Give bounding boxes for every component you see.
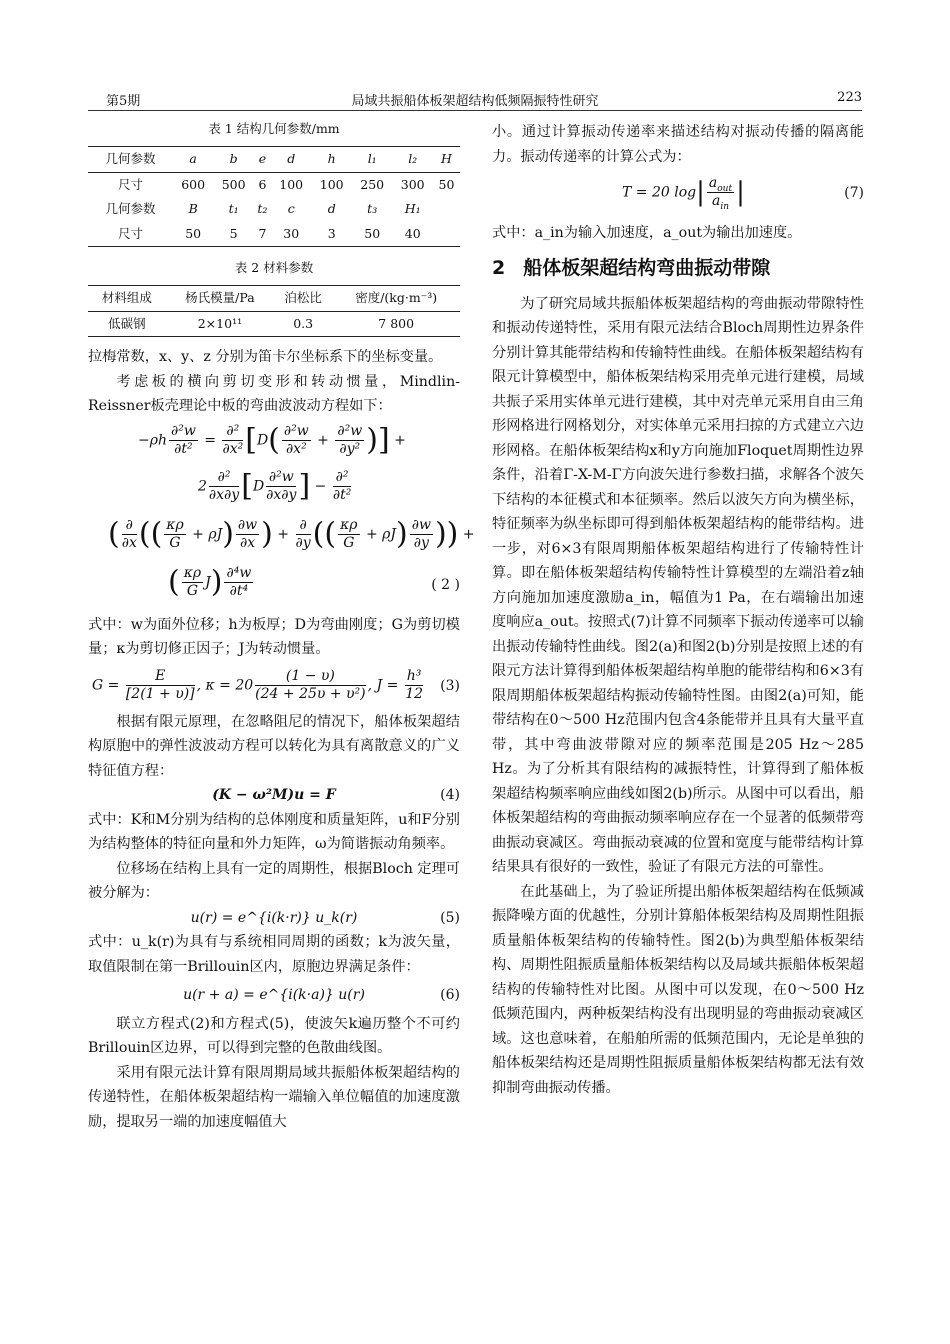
running-header <box>88 90 862 111</box>
table-cell: 几何参数 <box>105 151 156 166</box>
paragraph: 位移场在结构上具有一定的周期性，根据Bloch 定理可被分解为： <box>88 860 460 901</box>
table-cell: 7 800 <box>378 315 415 331</box>
paragraph: 考虑板的横向剪切变形和转动惯量，Mindlin-Reissner板壳理论中板的弯曲波波动方程如下： <box>88 373 460 414</box>
section-heading <box>492 254 864 282</box>
paragraph: 联立方程式(2)和方程式(5)，使波矢k遍历整个不可约Brillouin区边界，可以得到完整的色散曲线图。 <box>88 1015 460 1056</box>
journal-running-title: 局域共振船体板架超结构低频隔振特性研究 <box>351 94 599 109</box>
table-cell: 300 <box>400 176 425 192</box>
table-row <box>88 197 460 222</box>
table-row <box>88 311 460 337</box>
table-cell: d <box>287 151 296 166</box>
equation-4 <box>88 783 460 808</box>
table-cell: 50 <box>185 225 202 241</box>
table-cell: t₁ <box>228 201 239 216</box>
table-cell: t₃ <box>367 201 378 216</box>
table-cell: 6 <box>258 176 267 192</box>
equation-text: u(r) = e^{i(k·r)} u_k(r) <box>190 909 358 926</box>
table-cell: 尺寸 <box>117 176 143 192</box>
table-cell: 7 <box>258 225 267 241</box>
table1-geometry <box>88 146 460 247</box>
table-header-cell: 材料组成 <box>101 290 152 305</box>
paragraph: 采用有限元法计算有限周期局域共振船体板架超结构的传递特性，在船体板架超结构一端输入单位幅值的加速度激励，提取另一端的加速度幅值大 <box>88 1064 460 1130</box>
table-cell <box>433 222 460 247</box>
equation-6 <box>88 983 460 1008</box>
equation-2: −ρh $\frac{\text{∂²w}}{\text{∂t²}}$ = $\frac{\text{∂²}}{\text{∂x²}}$ [D( $\frac{\text{∂²w}}{\text{∂x²}}$ + $\frac{\text{∂²w}}{\text{∂y²}}$ )] + 2 $\frac{\text{∂²}}{\partial x\partial y}$ [D $\frac{\text{∂²w}}{\partial x\partial y}$ ] − $\frac{\text{∂²}}{\text{∂t²}}$ ( $\frac{\partial}{\partial x}$ (( $\frac{\kappa\rho}{G}$ + ρJ) $\frac{\partial w}{\partial x}$ ) + $\frac{\partial}{\partial y}$ (( $\frac{\kappa\rho}{G}$ + ρJ) $\frac{\partial w}{\partial y}$ )) + ( $\frac{\kappa\rho}{G}$ J) $\frac{\text{∂⁴w}}{\text{∂t⁴}}$ ( 2 ) <box>108 422 475 599</box>
paragraph: 式中：w为面外位移；h为板厚；D为弯曲刚度；G为剪切模量；κ为剪切修正因子；J为转动惯量。 <box>88 616 460 657</box>
equation-5 <box>88 906 460 931</box>
paragraph: 拉梅常数，x、y、z 分别为笛卡尔坐标系下的坐标变量。 <box>88 349 443 365</box>
table-cell: l₂ <box>408 151 418 166</box>
table-cell: H <box>441 151 452 166</box>
table-row <box>88 147 460 173</box>
table-cell: 100 <box>319 176 344 192</box>
table-cell: H₁ <box>404 201 421 216</box>
table1-caption: 表 1 结构几何参数/mm <box>208 121 340 136</box>
equation-number: (4) <box>440 787 460 803</box>
table-header-cell: 泊松比 <box>284 290 322 305</box>
equation-7: T = 20 log| $\frac{a_{out}}{a_{in}}$ | (7) <box>622 175 864 212</box>
section-number: 2 <box>492 256 506 279</box>
paragraph: 式中：a_in为输入加速度，a_out为输出加速度。 <box>492 225 802 241</box>
paragraph: 根据有限元原理，在忽略阻尼的情况下，船体板架超结构原胞中的弹性波波动方程可以转化为具有离散意义的广义特征值方程： <box>88 713 460 779</box>
table-cell: l₁ <box>367 151 377 166</box>
table-cell <box>433 197 460 222</box>
table-row <box>88 286 460 312</box>
table-row <box>88 172 460 197</box>
section-title: 船体板架超结构弯曲振动带隙 <box>523 256 771 279</box>
table-cell: 50 <box>364 225 381 241</box>
paragraph: 式中：K和M分别为结构的总体刚度和质量矩阵，u和F分别为结构整体的特征向量和外力矩阵，ω为简谐振动角频率。 <box>88 811 460 852</box>
table-cell: t₂ <box>257 201 268 216</box>
table-cell: 100 <box>279 176 304 192</box>
table-cell: 0.3 <box>293 315 314 331</box>
equation-number: ( 2 ) <box>431 576 460 593</box>
table-cell: c <box>287 201 295 216</box>
table-cell: 40 <box>404 225 421 241</box>
table2-material <box>88 285 460 337</box>
issue-number: 第5期 <box>106 94 141 109</box>
table-cell: 几何参数 <box>105 201 156 216</box>
paragraph: 式中：u_k(r)为具有与系统相同周期的函数；k为波矢量，取值限制在第一Brillouin区内，原胞边界满足条件： <box>88 934 460 975</box>
equation-number: (7) <box>844 185 864 201</box>
equation-text: u(r + a) = e^{i(k·a)} u(r) <box>183 987 365 1003</box>
table-cell: 600 <box>181 176 206 192</box>
paragraph: 在此基础上，为了验证所提出船体板架超结构在低频减振降噪方面的优越性，分别计算船体板架结构及周期性阻振质量船体板架结构的传输特性。图2(b)为典型船体板架结构、周期性阻振质量船体板架结构以及局域共振船体板架超结构的传输特性对比图。从图中可以发现，在0～500 Hz低频范围内，两种板架结构没有出现明显的弯曲振动衰减区域。这也意味着，在船舶所需的低频范围内，无论是单独的船体板架结构还是周期性阻振质量船体板架结构都无法有效抑制弯曲振动传播。 <box>492 883 864 1096</box>
table-cell: h <box>327 151 336 166</box>
equation-text: (K − ω²M)u = F <box>212 787 336 803</box>
table-cell: d <box>327 201 336 216</box>
equation-number: (5) <box>440 909 460 926</box>
left-column <box>88 120 475 1134</box>
paragraph: 为了研究局域共振船体板架超结构的弯曲振动带隙特性和振动传递特性，采用有限元法结合Bloch周期性边界条件分别计算其能带结构和传输特性曲线。在船体板架超结构有限元计算模型中，船体板架结构采用壳单元进行建模，局域共振子采用实体单元进行建模，其中对壳单元采用自由三角形网格进行网格划分，对实体单元采用扫掠的方式建立六边形网格。在船体板架结构x和y方向施加Floquet周期性边界条件，沿着Γ-X-M-Γ方向波矢进行参数扫描，求解各个波矢下结构的本征模式和本征频率。然后以波矢方向为横坐标，特征频率为纵坐标即可得到船体板架超结构的能带结构。进一步，对6×3有限周期船体板架超结构进行了传输特性计算。即在船体板架超结构传输特性计算模型的左端沿着z轴方向施加加速度激励a_in，幅值为1 Pa，在右端输出加速度响应a_out。按照式(7)计算不同频率下振动传递率可以输出振动传输特性曲线。图2(a)和图2(b)分别是按照上述的有限元方法计算得到船体板架超结构单胞的能带结构和6×3有限周期船体板架超结构振动传输特性图。由图2(a)可知，能带结构在0～500 Hz范围内包含4条能带并且具有大量平直带，其中弯曲波带隙对应的频率范围是205 Hz～285 Hz。为了分析其有限结构的减振特性，计算得到了船体板架超结构频率响应曲线如图2(b)所示。从图中可以看出，船体板架超结构的弯曲振动频率响应存在一个显著的低频带弯曲振动衰减区。弯曲振动衰减的位置和宽度与能带结构计算结果具有很好的一致性，验证了有限元方法的可靠性。 <box>492 295 864 875</box>
paragraph: 小。通过计算振动传递率来描述结构对振动传播的隔离能力。振动传递率的计算公式为： <box>492 124 864 165</box>
table-cell: 500 <box>221 176 246 192</box>
table-row <box>88 222 460 247</box>
table-cell: a <box>189 151 197 166</box>
table-cell: B <box>188 201 198 216</box>
table-cell: 2×10¹¹ <box>197 315 243 331</box>
table-header-cell: 杨氏模量/Pa <box>185 290 255 305</box>
right-column <box>492 120 864 1100</box>
equation-number: (3) <box>440 677 460 694</box>
table-cell: 5 <box>229 225 238 241</box>
equation-3: G = $\frac{E}{[2(1 + \upsilon)]}$ , κ = 20 $\frac{(1 - \upsilon)}{\text{(24 + 25υ + υ²)}}$ , J = $\frac{\text{h³}}{12}$ (3) <box>92 667 460 702</box>
table-cell: 50 <box>438 176 455 192</box>
table-cell: 低碳钢 <box>108 315 146 331</box>
page-number: 223 <box>837 90 862 105</box>
table-cell: 3 <box>327 225 336 241</box>
table2-caption: 表 2 材料参数 <box>234 260 314 275</box>
table-cell: 250 <box>360 176 385 192</box>
equation-number: (6) <box>440 987 460 1003</box>
table-cell: 尺寸 <box>117 225 143 241</box>
table-cell: 30 <box>283 225 300 241</box>
table-header-cell: 密度/(kg·m⁻³) <box>355 290 438 305</box>
table-cell: e <box>258 151 267 166</box>
table-cell: b <box>229 151 238 166</box>
